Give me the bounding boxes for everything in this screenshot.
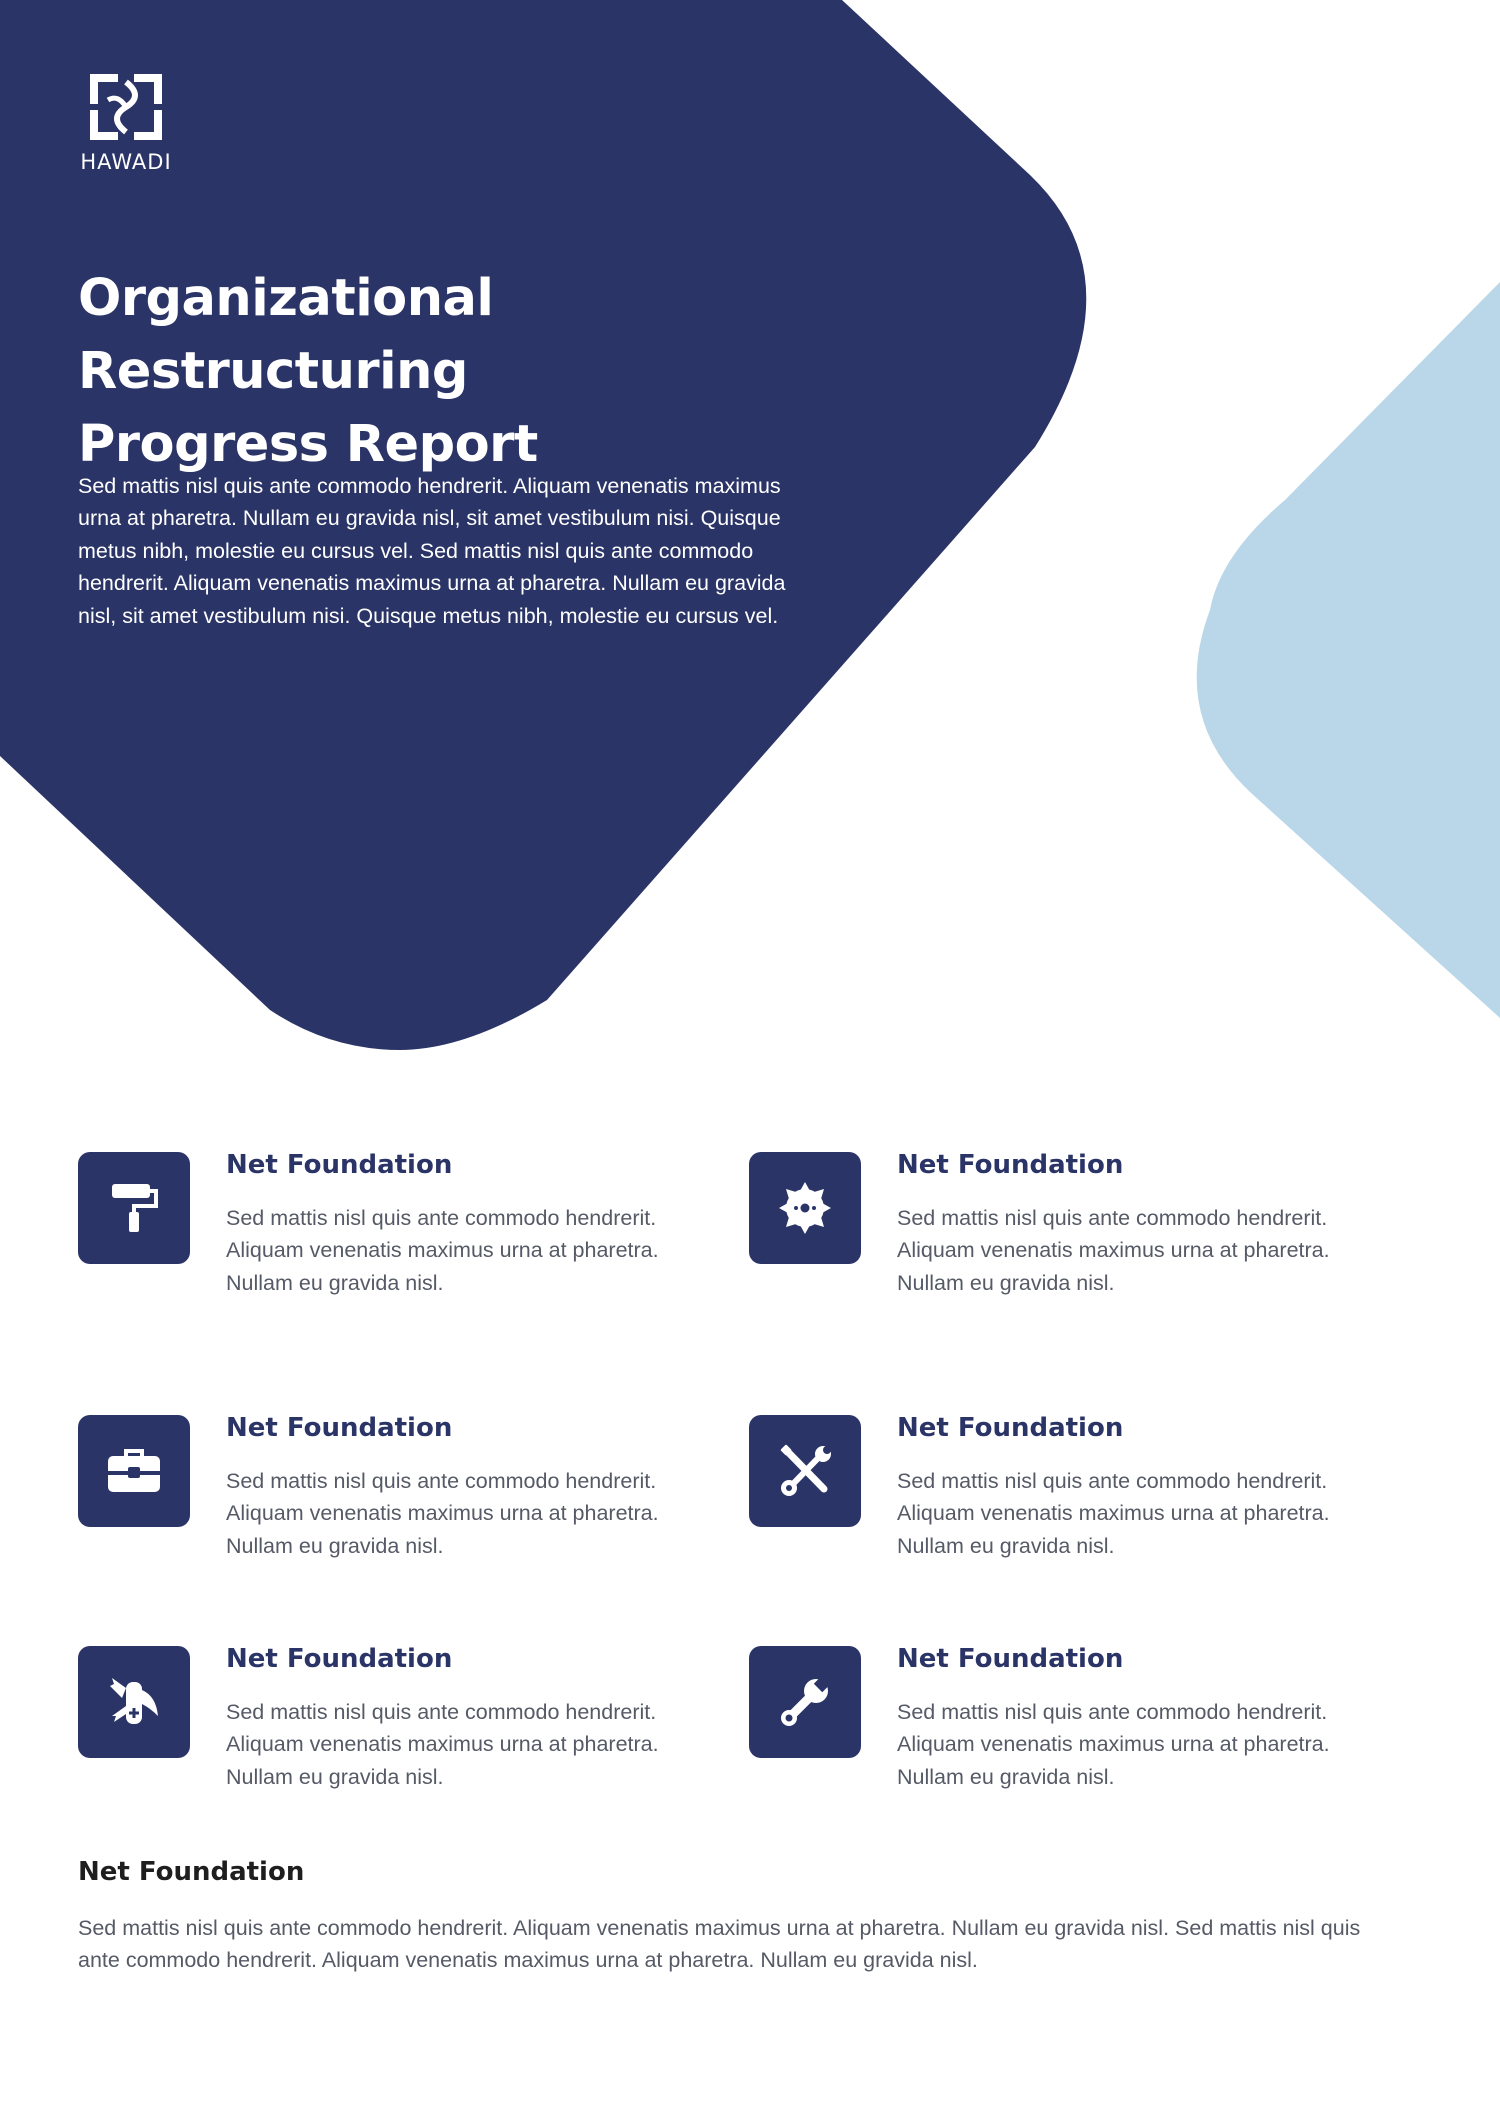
- title-line-1: Organizational Restructuring: [78, 269, 494, 401]
- hero-paragraph: Sed mattis nisl quis ante commodo hendrerit. Aliquam venenatis maximus urna at pharetra. Nullam eu gravida nisl, sit amet vestibulum nisi. Quisque metus nibh, molestie eu cursus vel. Sed mattis nisl quis ante commodo hendrerit. Aliquam venenatis maximus urna at pharetra. Nullam eu gravida nisl, sit amet vestibulum nisi. Quisque metus nibh, molestie eu cursus vel.: [78, 474, 786, 628]
- brand-logo: [76, 70, 176, 174]
- toolbox-icon: [106, 1443, 162, 1499]
- summary-paragraph: Sed mattis nisl quis ante commodo hendrerit. Aliquam venenatis maximus urna at pharetra. Nullam eu gravida nisl. Sed mattis nisl quis ante commodo hendrerit. Aliquam venenatis maximus urna at pharetra. Nullam eu gravida nisl.: [78, 1916, 1361, 1973]
- title-line-2: Progress Report: [78, 415, 538, 474]
- pocket-knife-icon: [106, 1674, 162, 1730]
- feature-title: Net Foundation: [897, 1150, 1124, 1180]
- feature-title: Net Foundation: [897, 1644, 1124, 1674]
- feature-item: [749, 1415, 1349, 1575]
- wrench-icon: [777, 1674, 833, 1730]
- feature-text: Sed mattis nisl quis ante commodo hendrerit. Aliquam venenatis maximus urna at pharetra. Nullam eu gravida nisl.: [897, 1206, 1330, 1295]
- hawadi-logo-icon: [86, 70, 166, 144]
- feature-text: Sed mattis nisl quis ante commodo hendrerit. Aliquam venenatis maximus urna at pharetra. Nullam eu gravida nisl.: [226, 1700, 659, 1789]
- feature-item: [749, 1646, 1349, 1806]
- feature-item: [749, 1152, 1349, 1312]
- feature-item: [78, 1415, 678, 1575]
- feature-title: Net Foundation: [897, 1413, 1124, 1443]
- feature-icon-box: [749, 1415, 861, 1527]
- feature-text: Sed mattis nisl quis ante commodo hendrerit. Aliquam venenatis maximus urna at pharetra. Nullam eu gravida nisl.: [897, 1469, 1330, 1558]
- summary-title: Net Foundation: [78, 1857, 305, 1887]
- feature-icon-box: [78, 1415, 190, 1527]
- page-title: [78, 262, 858, 481]
- feature-title: Net Foundation: [226, 1413, 453, 1443]
- feature-icon-box: [78, 1646, 190, 1758]
- feature-text: Sed mattis nisl quis ante commodo hendrerit. Aliquam venenatis maximus urna at pharetra. Nullam eu gravida nisl.: [226, 1206, 659, 1295]
- feature-icon-box: [78, 1152, 190, 1264]
- feature-title: Net Foundation: [226, 1644, 453, 1674]
- saw-blade-icon: [777, 1180, 833, 1236]
- feature-item: [78, 1646, 678, 1806]
- feature-text: Sed mattis nisl quis ante commodo hendrerit. Aliquam venenatis maximus urna at pharetra. Nullam eu gravida nisl.: [897, 1700, 1330, 1789]
- paint-roller-icon: [106, 1180, 162, 1236]
- screwdriver-wrench-icon: [777, 1443, 833, 1499]
- feature-item: [78, 1152, 678, 1312]
- feature-text: Sed mattis nisl quis ante commodo hendrerit. Aliquam venenatis maximus urna at pharetra. Nullam eu gravida nisl.: [226, 1469, 659, 1558]
- brand-name: HAWADI: [80, 150, 172, 174]
- light-blue-diamond-shape: [1197, 282, 1500, 1018]
- feature-title: Net Foundation: [226, 1150, 453, 1180]
- feature-icon-box: [749, 1646, 861, 1758]
- feature-icon-box: [749, 1152, 861, 1264]
